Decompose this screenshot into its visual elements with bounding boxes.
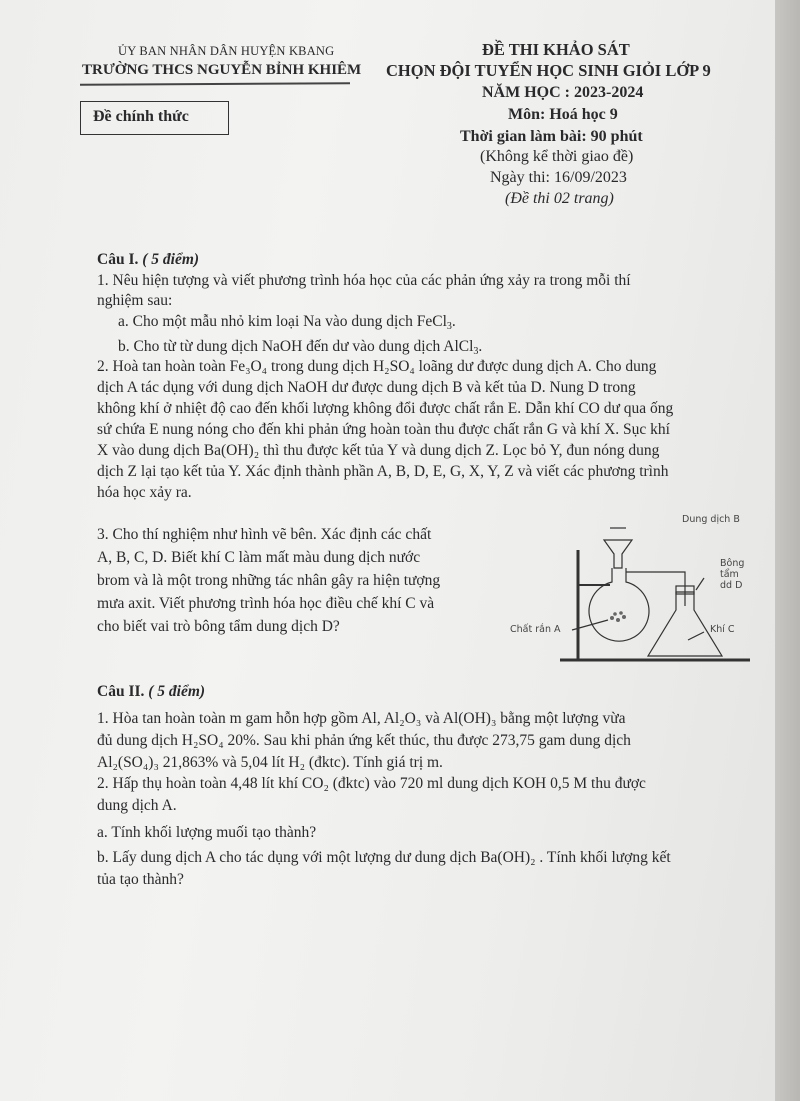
apparatus-figure [500, 510, 775, 670]
q2-line: không khí ở nhiệt độ cao đến khối lượng không đổi được chất rắn E. Dẫn khí CO dư qua ống [97, 400, 674, 417]
label-gas-c: Khí C [710, 624, 735, 635]
section1-points: ( 5 điểm) [142, 251, 200, 268]
school-name: TRƯỜNG THCS NGUYỄN BỈNH KHIÊM [82, 62, 362, 78]
section2-points: ( 5 điểm) [148, 683, 206, 700]
committee-name: ỦY BAN NHÂN DÂN HUYỆN KBANG [118, 44, 335, 58]
q2-line: X vào dung dịch Ba(OH)₂ thì thu được kết tủa Y và dung dịch Z. Lọc bỏ Y, đun nóng dung [97, 442, 660, 459]
official-label: Đề chính thức [93, 108, 189, 125]
label-cotton-3: dd D [720, 580, 743, 591]
s2-q1-line: Al₂(SO₄)₃ 21,863% và 5,04 lít H₂ (đktc). Tính giá trị m. [97, 754, 443, 771]
exam-title: ĐỀ THI KHẢO SÁT [482, 40, 630, 59]
s2-q2-item-b [97, 847, 671, 891]
s2-q2-line: 2. Hấp thụ hoàn toàn 4,48 lít khí CO₂ (đktc) vào 720 ml dung dịch KOH 0,5 M thu được [97, 775, 646, 792]
exam-subtitle: CHỌN ĐỘI TUYỂN HỌC SINH GIỎI LỚP 9 [386, 61, 711, 80]
q1-line-1: 1. Nêu hiện tượng và viết phương trình hóa học của các phản ứng xảy ra trong mỗi thí [97, 272, 631, 289]
dropping-funnel [604, 540, 632, 568]
s2-q2-line: dung dịch A. [97, 797, 177, 814]
section1-title: Câu I. [97, 251, 139, 268]
q1-item-b: b. Cho từ từ dung dịch NaOH đến dư vào dung dịch AlCl$_3$. [118, 338, 483, 357]
label-cotton-2: tẩm [720, 569, 739, 580]
q2-line: dịch A tác dụng với dung dịch NaOH dư được dung dịch B và kết tủa D. Nung D trong [97, 379, 636, 396]
label-solution-b: Dung dịch B [682, 514, 740, 525]
official-stamp-box [80, 101, 229, 135]
q1-item-a: a. Cho một mẫu nhỏ kim loại Na vào dung dịch FeCl$_3$. [118, 313, 456, 332]
round-flask [589, 568, 649, 641]
page-edge-shadow [775, 0, 800, 1101]
cotton-pointer [696, 578, 704, 590]
q3-line: A, B, C, D. Biết khí C làm mất màu dung dịch nước [97, 549, 421, 566]
q3-line: brom và là một trong những tác nhân gây ra hiện tượng [97, 572, 441, 589]
subject: Môn: Hoá học 9 [508, 106, 618, 123]
q3-line: cho biết vai trò bông tẩm dung dịch D? [97, 618, 340, 635]
s2-q2-paragraph [97, 773, 646, 817]
q3-line: mưa axit. Viết phương trình hóa học điều chế khí C và [97, 595, 435, 612]
section2-heading [97, 681, 205, 702]
exam-duration: Thời gian làm bài: 90 phút [460, 128, 643, 145]
gas-pointer [688, 632, 704, 640]
duration-note: (Không kể thời giao đề) [480, 148, 634, 165]
s2-q1-paragraph [97, 708, 631, 774]
page-count: (Đề thi 02 trang) [505, 190, 614, 207]
label-solid-a: Chất rắn A [510, 624, 561, 635]
q2-line: dịch Z lại tạo kết tủa Y. Xác định thành phần A, B, D, E, G, X, Y, Z và viết các phương trình [97, 463, 669, 480]
s2-q2b-line: b. Lấy dung dịch A cho tác dụng với một lượng dư dung dịch Ba(OH)₂ . Tính khối lượng kết [97, 849, 671, 866]
q2-paragraph [97, 356, 673, 503]
q1-item-a-text: a. Cho một mẫu nhỏ kim loại Na vào dung dịch FeCl [118, 313, 447, 330]
q3-paragraph [97, 523, 440, 638]
section2-title: Câu II. [97, 683, 145, 700]
q2-line: hóa học xảy ra. [97, 484, 192, 501]
s2-q2b-line: tủa tạo thành? [97, 871, 184, 888]
q1-line-2: nghiệm sau: [97, 292, 173, 309]
school-year: NĂM HỌC : 2023-2024 [482, 84, 644, 101]
s2-q1-line: 1. Hòa tan hoàn toàn m gam hỗn hợp gồm Al, Al₂O₃ và Al(OH)₃ bằng một lượng vừa [97, 710, 626, 727]
s2-q2-item-a: a. Tính khối lượng muối tạo thành? [97, 824, 317, 841]
section1-heading [97, 249, 199, 270]
q2-line: 2. Hoà tan hoàn toàn Fe₃O₄ trong dung dịch H₂SO₄ loãng dư được dung dịch A. Cho dung [97, 358, 657, 375]
s2-q1-line: đủ dung dịch H₂SO₄ 20%. Sau khi phản ứng kết thúc, thu được 273,75 gam dung dịch [97, 732, 631, 749]
label-cotton-1: Bông [720, 558, 745, 569]
q1-item-b-text: b. Cho từ từ dung dịch NaOH đến dư vào dung dịch AlCl [118, 338, 474, 355]
q3-line: 3. Cho thí nghiệm như hình vẽ bên. Xác định các chất [97, 526, 432, 543]
solid-particles [610, 611, 626, 622]
q2-line: sứ chứa E nung nóng cho đến khi phản ứng hoàn toàn thu được chất rắn G và khí X. Sục khí [97, 421, 670, 438]
exam-date: Ngày thi: 16/09/2023 [490, 169, 627, 186]
